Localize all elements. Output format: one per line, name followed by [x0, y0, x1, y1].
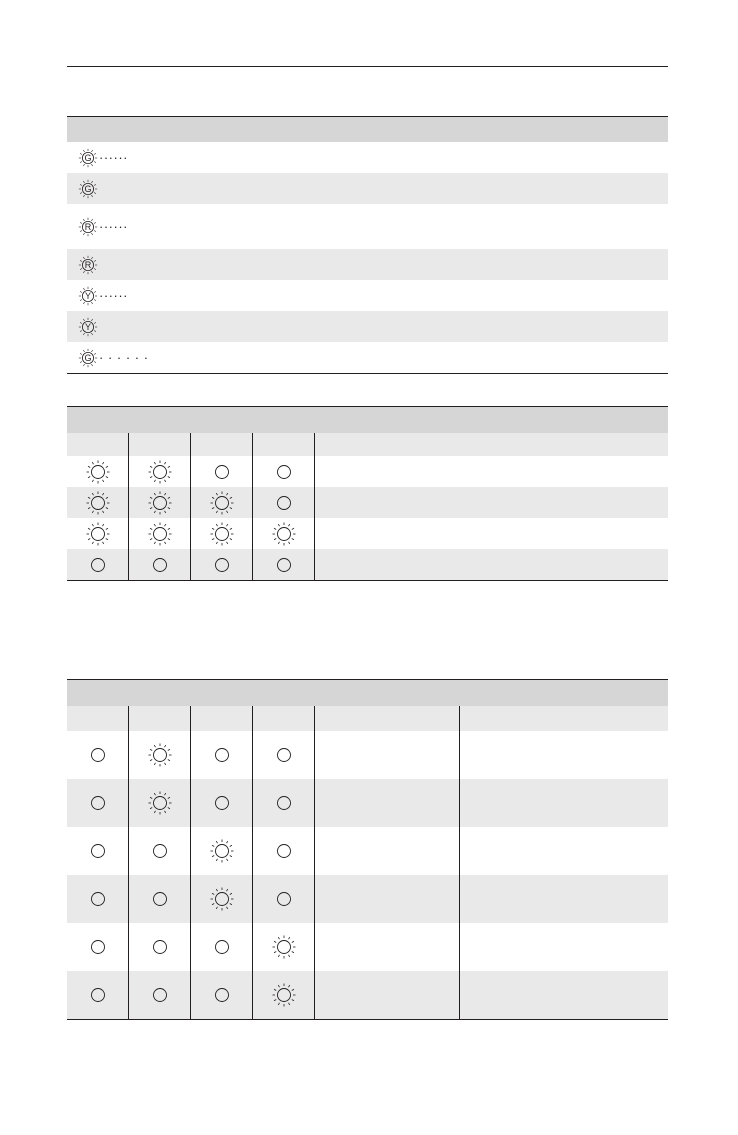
led-off-icon	[208, 933, 236, 961]
page-top-rule	[67, 66, 668, 67]
led-blinking-icon	[146, 789, 174, 817]
led-off-icon	[270, 741, 298, 769]
reason-cell	[460, 875, 668, 923]
led-blinking-icon	[208, 885, 236, 913]
led-off-icon	[270, 789, 298, 817]
reason-cell	[460, 731, 668, 779]
table-row	[67, 311, 668, 342]
led-blinking-icon	[146, 458, 174, 486]
led-blinking-icon	[208, 520, 236, 548]
led-off-icon	[208, 741, 236, 769]
table-bottom-rule	[67, 1019, 668, 1020]
led-blinking-icon	[208, 489, 236, 517]
led1-cell	[67, 779, 129, 827]
led2-column-header	[129, 706, 191, 731]
led-blinking-icon	[146, 520, 174, 548]
led1-cell	[67, 518, 129, 549]
blink-indicator-icon	[78, 348, 98, 368]
blink-pattern-dots: ······	[99, 218, 128, 234]
table-row	[67, 779, 668, 827]
reason-cell	[460, 923, 668, 971]
led2-cell	[129, 827, 191, 875]
table-bottom-rule	[67, 580, 668, 581]
led4-cell	[253, 549, 315, 580]
led-off-icon	[84, 981, 112, 1009]
pattern-cell	[315, 875, 460, 923]
pattern-cell	[315, 779, 460, 827]
led2-cell	[129, 456, 191, 487]
led2-cell	[129, 923, 191, 971]
blink-indicator-icon	[78, 255, 98, 275]
led2-cell	[129, 779, 191, 827]
led2-column-header	[129, 433, 191, 456]
led1-cell	[67, 827, 129, 875]
aircraft-status-indicator-table	[67, 116, 668, 374]
led-off-icon	[146, 551, 174, 579]
led1-cell	[67, 487, 129, 518]
description-cell	[315, 456, 668, 487]
description-column-header	[315, 433, 668, 456]
blink-indicator-icon	[78, 217, 98, 237]
pattern-cell	[315, 731, 460, 779]
reason-cell	[460, 971, 668, 1019]
table-row	[67, 204, 668, 249]
description-cell	[315, 487, 668, 518]
led3-cell	[191, 518, 253, 549]
led3-column-header	[191, 706, 253, 731]
table-row	[67, 518, 668, 549]
led4-cell	[253, 779, 315, 827]
reason-cell	[460, 827, 668, 875]
reason-column-header	[460, 706, 668, 731]
led-off-icon	[84, 741, 112, 769]
led-blinking-icon	[270, 520, 298, 548]
led3-cell	[191, 875, 253, 923]
led-off-icon	[146, 981, 174, 1009]
indicator-letter: Y	[84, 321, 92, 332]
led1-cell	[67, 923, 129, 971]
led3-cell	[191, 971, 253, 1019]
led-off-icon	[146, 885, 174, 913]
led2-cell	[129, 731, 191, 779]
led2-cell	[129, 549, 191, 580]
pattern-cell	[315, 971, 460, 1019]
indicator-letter: G	[84, 183, 92, 194]
led-off-icon	[270, 489, 298, 517]
led4-cell	[253, 827, 315, 875]
table-row	[67, 249, 668, 280]
led4-cell	[253, 518, 315, 549]
table-row	[67, 923, 668, 971]
blink-indicator-icon	[78, 179, 98, 199]
led-blinking-icon	[146, 741, 174, 769]
led1-cell	[67, 456, 129, 487]
blink-indicator-icon	[78, 148, 98, 168]
led-off-icon	[208, 458, 236, 486]
led-blinking-icon	[270, 933, 298, 961]
reason-cell	[460, 779, 668, 827]
table-bottom-rule	[67, 373, 668, 374]
blink-pattern-dots: ······	[99, 149, 128, 165]
led-blinking-icon	[146, 489, 174, 517]
led3-cell	[191, 456, 253, 487]
led4-cell	[253, 487, 315, 518]
led1-cell	[67, 971, 129, 1019]
led-off-icon	[208, 789, 236, 817]
blink-pattern-dots: · · · · · ·	[99, 349, 149, 365]
led2-cell	[129, 487, 191, 518]
led4-cell	[253, 971, 315, 1019]
table-header	[67, 116, 668, 142]
blink-indicator-icon	[78, 317, 98, 337]
led-off-icon	[270, 885, 298, 913]
led1-column-header	[67, 433, 129, 456]
led-off-icon	[270, 551, 298, 579]
led-off-icon	[208, 551, 236, 579]
led-off-icon	[84, 933, 112, 961]
led-blinking-icon	[270, 981, 298, 1009]
table-row	[67, 142, 668, 173]
led-off-icon	[270, 458, 298, 486]
led2-cell	[129, 971, 191, 1019]
indicator-letter: R	[84, 221, 92, 232]
led-off-icon	[270, 837, 298, 865]
table-subheader	[67, 706, 668, 731]
led-blinking-icon	[84, 520, 112, 548]
pattern-cell	[315, 827, 460, 875]
battery-level-table	[67, 406, 668, 581]
led1-cell	[67, 731, 129, 779]
led3-cell	[191, 487, 253, 518]
blink-indicator-icon	[78, 286, 98, 306]
led1-cell	[67, 875, 129, 923]
table-subheader	[67, 433, 668, 456]
led-blinking-icon	[84, 458, 112, 486]
led4-cell	[253, 731, 315, 779]
led3-cell	[191, 549, 253, 580]
led-blinking-icon	[208, 837, 236, 865]
indicator-letter: G	[84, 152, 92, 163]
description-cell	[315, 549, 668, 580]
table-row	[67, 456, 668, 487]
led-off-icon	[84, 551, 112, 579]
table-row	[67, 731, 668, 779]
table-row	[67, 487, 668, 518]
led2-cell	[129, 518, 191, 549]
led-off-icon	[84, 789, 112, 817]
led-off-icon	[84, 885, 112, 913]
table-header	[67, 679, 668, 706]
pattern-column-header	[315, 706, 460, 731]
indicator-letter: Y	[84, 290, 92, 301]
indicator-letter: G	[84, 352, 92, 363]
led2-cell	[129, 875, 191, 923]
table-row	[67, 342, 668, 373]
led-blinking-icon	[84, 489, 112, 517]
led-off-icon	[84, 837, 112, 865]
led-off-icon	[208, 981, 236, 1009]
table-row	[67, 827, 668, 875]
led4-cell	[253, 456, 315, 487]
led4-cell	[253, 875, 315, 923]
led3-cell	[191, 923, 253, 971]
led3-cell	[191, 827, 253, 875]
description-cell	[315, 518, 668, 549]
led3-cell	[191, 731, 253, 779]
battery-warning-table	[67, 679, 668, 1020]
led-off-icon	[146, 837, 174, 865]
led4-column-header	[253, 433, 315, 456]
led1-column-header	[67, 706, 129, 731]
table-row	[67, 173, 668, 204]
table-row	[67, 971, 668, 1019]
led-off-icon	[146, 933, 174, 961]
led4-cell	[253, 923, 315, 971]
table-row	[67, 875, 668, 923]
pattern-cell	[315, 923, 460, 971]
table-row	[67, 549, 668, 580]
table-row	[67, 280, 668, 311]
table-header	[67, 406, 668, 433]
led1-cell	[67, 549, 129, 580]
blink-pattern-dots: ······	[99, 287, 128, 303]
led4-column-header	[253, 706, 315, 731]
led3-column-header	[191, 433, 253, 456]
indicator-letter: R	[84, 259, 92, 270]
led3-cell	[191, 779, 253, 827]
